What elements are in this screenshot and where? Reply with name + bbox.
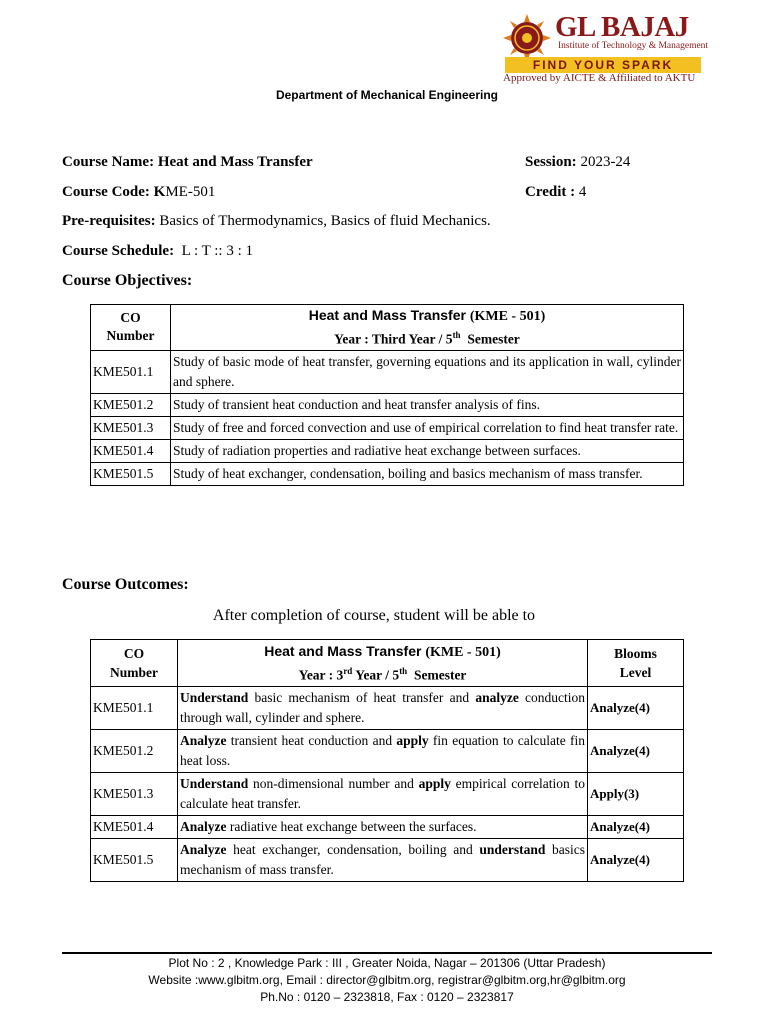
outcome-row [91,816,684,839]
outcome-verb: apply [396,733,429,748]
schedule-line [62,242,253,260]
credit-label: Credit : [525,184,576,200]
footer [0,955,768,1006]
objectives-header-row [91,305,684,351]
objective-text-cell: Study of radiation properties and radiative heat exchange between surfaces. [171,439,684,462]
level-header-text: Level [619,665,652,680]
course-code-prefix: K [153,184,166,200]
outcome-text: heat exchanger, condensation, boiling and [226,842,480,857]
objective-text-cell: Study of basic mode of heat transfer, governing equations and its application in wall, cylinder and sphere. [171,350,684,393]
outcomes-year-a: Year : 3 [298,667,344,683]
objectives-title-header [171,305,684,351]
credit-value: 4 [578,184,587,200]
outcome-text-cell [178,816,588,839]
objectives-year-suffix: Semester [467,331,520,347]
outcome-verb: Understand [180,690,249,705]
session-line [525,153,630,171]
outcomes-title-code: (KME - 501) [425,644,501,660]
outcomes-year-line [180,662,585,685]
outcomes-intro: After completion of course, student will be able to [212,607,536,624]
outcome-co-cell: KME501.5 [91,839,178,882]
outcome-text: basic mechanism of heat transfer and [248,690,476,705]
prerequisites-value: Basics of Thermodynamics, Basics of fluid Mechanics. [159,213,491,229]
outcome-co-cell: KME501.3 [91,773,178,816]
outcome-verb: analyze [475,690,519,705]
institute-seal-icon [503,14,551,62]
outcome-text: conduction through wall, cylinder and sphere. [180,690,585,725]
co-header-text: CO [120,310,141,326]
outcome-row [91,839,684,882]
footer-divider [62,952,712,954]
course-name-line [62,153,313,171]
number-header-text: Number [106,328,155,344]
department-title: Department of Mechanical Engineering [275,88,499,102]
outcomes-heading: Course Outcomes: [62,576,189,593]
outcomes-year-b: Year / 5 [355,667,400,683]
outcome-text: radiative heat exchange between the surfaces. [226,819,477,834]
outcome-row [91,773,684,816]
blooms-level-cell: Analyze(4) [588,687,684,730]
outcomes-table [90,639,684,882]
outcome-row [91,730,684,773]
objective-text-cell: Study of heat exchanger, condensation, boiling and basics mechanism of mass transfer. [171,462,684,485]
course-code-line [62,183,215,201]
schedule-value: L : T :: 3 : 1 [181,243,253,259]
prerequisites-line [62,212,491,230]
prerequisites-label: Pre-requisites: [62,213,156,229]
outcome-text: non-dimensional number and [248,776,419,791]
outcomes-year-b-sup: th [399,665,408,676]
logo-subtitle: Institute of Technology & Management [558,41,709,51]
objective-row [91,416,684,439]
session-label: Session: [525,154,577,170]
objective-row [91,350,684,393]
objective-co-cell: KME501.1 [91,350,171,393]
blooms-level-header [588,640,684,687]
credit-line [525,183,586,201]
objective-co-cell: KME501.3 [91,416,171,439]
objectives-year-sup: th [452,330,461,340]
outcome-text: empirical correlation to calculate heat transfer. [180,776,585,811]
outcomes-co-header-text: CO [123,646,145,661]
outcomes-year-c: Semester [413,667,467,683]
objectives-table [90,304,684,486]
outcome-verb: Understand [180,776,249,791]
institute-logo [503,10,709,90]
blooms-level-cell: Analyze(4) [588,816,684,839]
outcomes-co-number-header [91,640,178,687]
objective-co-cell: KME501.2 [91,393,171,416]
footer-contact: Website :www.glbitm.org, Email : director@glbitm.org, registrar@glbitm.org,hr@glbitm.org [148,973,626,987]
blooms-level-cell: Analyze(4) [588,730,684,773]
outcomes-year-a-sup: rd [343,665,353,676]
course-code-label: Course Code: [62,184,150,200]
outcome-co-cell: KME501.1 [91,687,178,730]
outcome-text: basics mechanism of mass transfer. [180,842,585,877]
objective-row [91,462,684,485]
outcome-verb: Analyze [180,819,227,834]
objective-co-cell: KME501.5 [91,462,171,485]
objective-co-cell: KME501.4 [91,439,171,462]
footer-phone: Ph.No : 0120 – 2323818, Fax : 0120 – 2323817 [260,990,514,1004]
course-name-label: Course Name: [62,154,155,170]
outcome-text: fin equation to calculate fin heat loss. [180,733,585,768]
objective-text-cell: Study of free and forced convection and use of empirical correlation to find heat transfer rate. [171,416,684,439]
outcome-co-cell: KME501.2 [91,730,178,773]
outcome-verb: understand [479,842,546,857]
course-name-value: Heat and Mass Transfer [157,154,313,170]
outcomes-title-main: Heat and Mass Transfer [264,642,422,659]
co-number-header [91,305,171,351]
logo-tagline: FIND YOUR SPARK [505,57,701,73]
outcome-text-cell [178,687,588,730]
objectives-course-title [173,306,681,326]
outcomes-course-title [180,642,585,662]
outcome-text: transient heat conduction and [226,733,397,748]
schedule-label: Course Schedule: [62,243,175,259]
outcome-text-cell [178,730,588,773]
objectives-year-prefix: Year : Third Year / 5 [334,331,453,347]
outcomes-number-header-text: Number [110,665,158,680]
objective-row [91,393,684,416]
outcome-verb: Analyze [180,842,227,857]
outcome-verb: Analyze [180,733,227,748]
objectives-title-main: Heat and Mass Transfer [308,307,466,323]
objectives-title-code: (KME - 501) [469,309,546,324]
outcome-text-cell [178,773,588,816]
footer-address: Plot No : 2 , Knowledge Park : III , Greater Noida, Nagar – 201306 (Uttar Pradesh) [168,956,606,970]
outcome-row [91,687,684,730]
blooms-header-text: Blooms [614,646,657,661]
course-code-value: ME-501 [165,184,216,200]
blooms-level-cell: Apply(3) [588,773,684,816]
session-value: 2023-24 [580,154,631,170]
outcomes-title-header [178,640,588,687]
objective-row [91,439,684,462]
objectives-year-line [173,326,681,349]
logo-approval: Approved by AICTE & Affiliated to AKTU [503,72,696,84]
outcome-co-cell: KME501.4 [91,816,178,839]
logo-name: GL BAJAJ [555,11,689,43]
outcome-verb: apply [418,776,451,791]
blooms-level-cell: Analyze(4) [588,839,684,882]
outcome-text-cell [178,839,588,882]
objective-text-cell: Study of transient heat conduction and heat transfer analysis of fins. [171,393,684,416]
objectives-heading: Course Objectives: [62,272,193,289]
outcomes-header-row [91,640,684,687]
